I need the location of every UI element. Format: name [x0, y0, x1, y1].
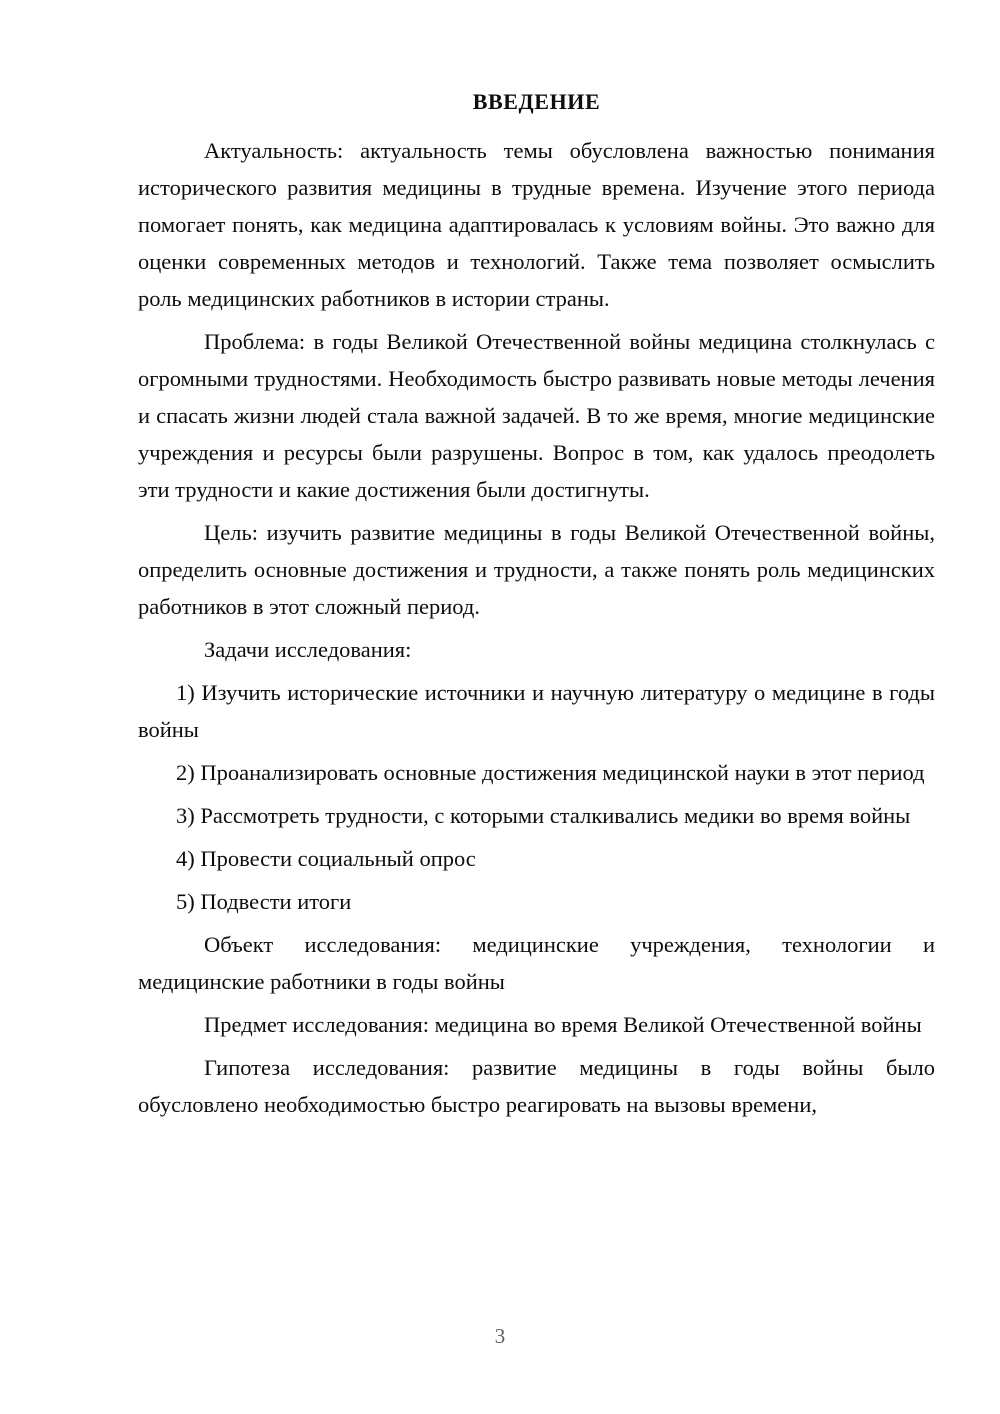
list-item: 1) Изучить исторические источники и научную литературу о медицине в годы войны	[138, 679, 935, 742]
list-item: 4) Провести социальный опрос	[176, 845, 476, 871]
paragraph-subject: Предмет исследования: медицина во время Великой Отечественной войны	[204, 1011, 922, 1037]
paragraph-hypothesis: Гипотеза исследования: развитие медицины в годы войны было обусловлено необходимостью быстро реагировать на вызовы времени,	[138, 1054, 935, 1117]
paragraph-object: Объект исследования: медицинские учреждения, технологии и медицинские работники в годы войны	[138, 931, 935, 994]
paragraph-relevance: Актуальность: актуальность темы обусловлена важностью понимания исторического развития медицины в трудные времена. Изучение этого периода помогает понять, как медицина адаптировалась к условиям войны. Это важно для оценки современных методов и технологий. Также тема позволяет осмыслить роль медицинских работников в истории страны.	[138, 137, 935, 311]
paragraph-goal: Цель: изучить развитие медицины в годы Великой Отечественной войны, определить основные достижения и трудности, а также понять роль медицинских работников в этот сложный период.	[138, 519, 935, 619]
page-content	[138, 88, 935, 1123]
paragraph-problem: Проблема: в годы Великой Отечественной войны медицина столкнулась с огромными трудностями. Необходимость быстро развивать новые методы лечения и спасать жизни людей стала важной задачей. В то же время, многие медицинские учреждения и ресурсы были разрушены. Вопрос в том, как удалось преодолеть эти трудности и какие достижения были достигнуты.	[138, 328, 935, 502]
list-item: 2) Проанализировать основные достижения медицинской науки в этот период	[176, 759, 925, 785]
list-item: 3) Рассмотреть трудности, с которыми сталкивались медики во время войны	[176, 802, 911, 828]
page-title: ВВЕДЕНИЕ	[472, 89, 601, 114]
list-item: 5) Подвести итоги	[176, 888, 352, 914]
tasks-heading: Задачи исследования:	[204, 636, 412, 662]
page-number: 3	[494, 1324, 506, 1348]
tasks-list	[138, 674, 935, 920]
